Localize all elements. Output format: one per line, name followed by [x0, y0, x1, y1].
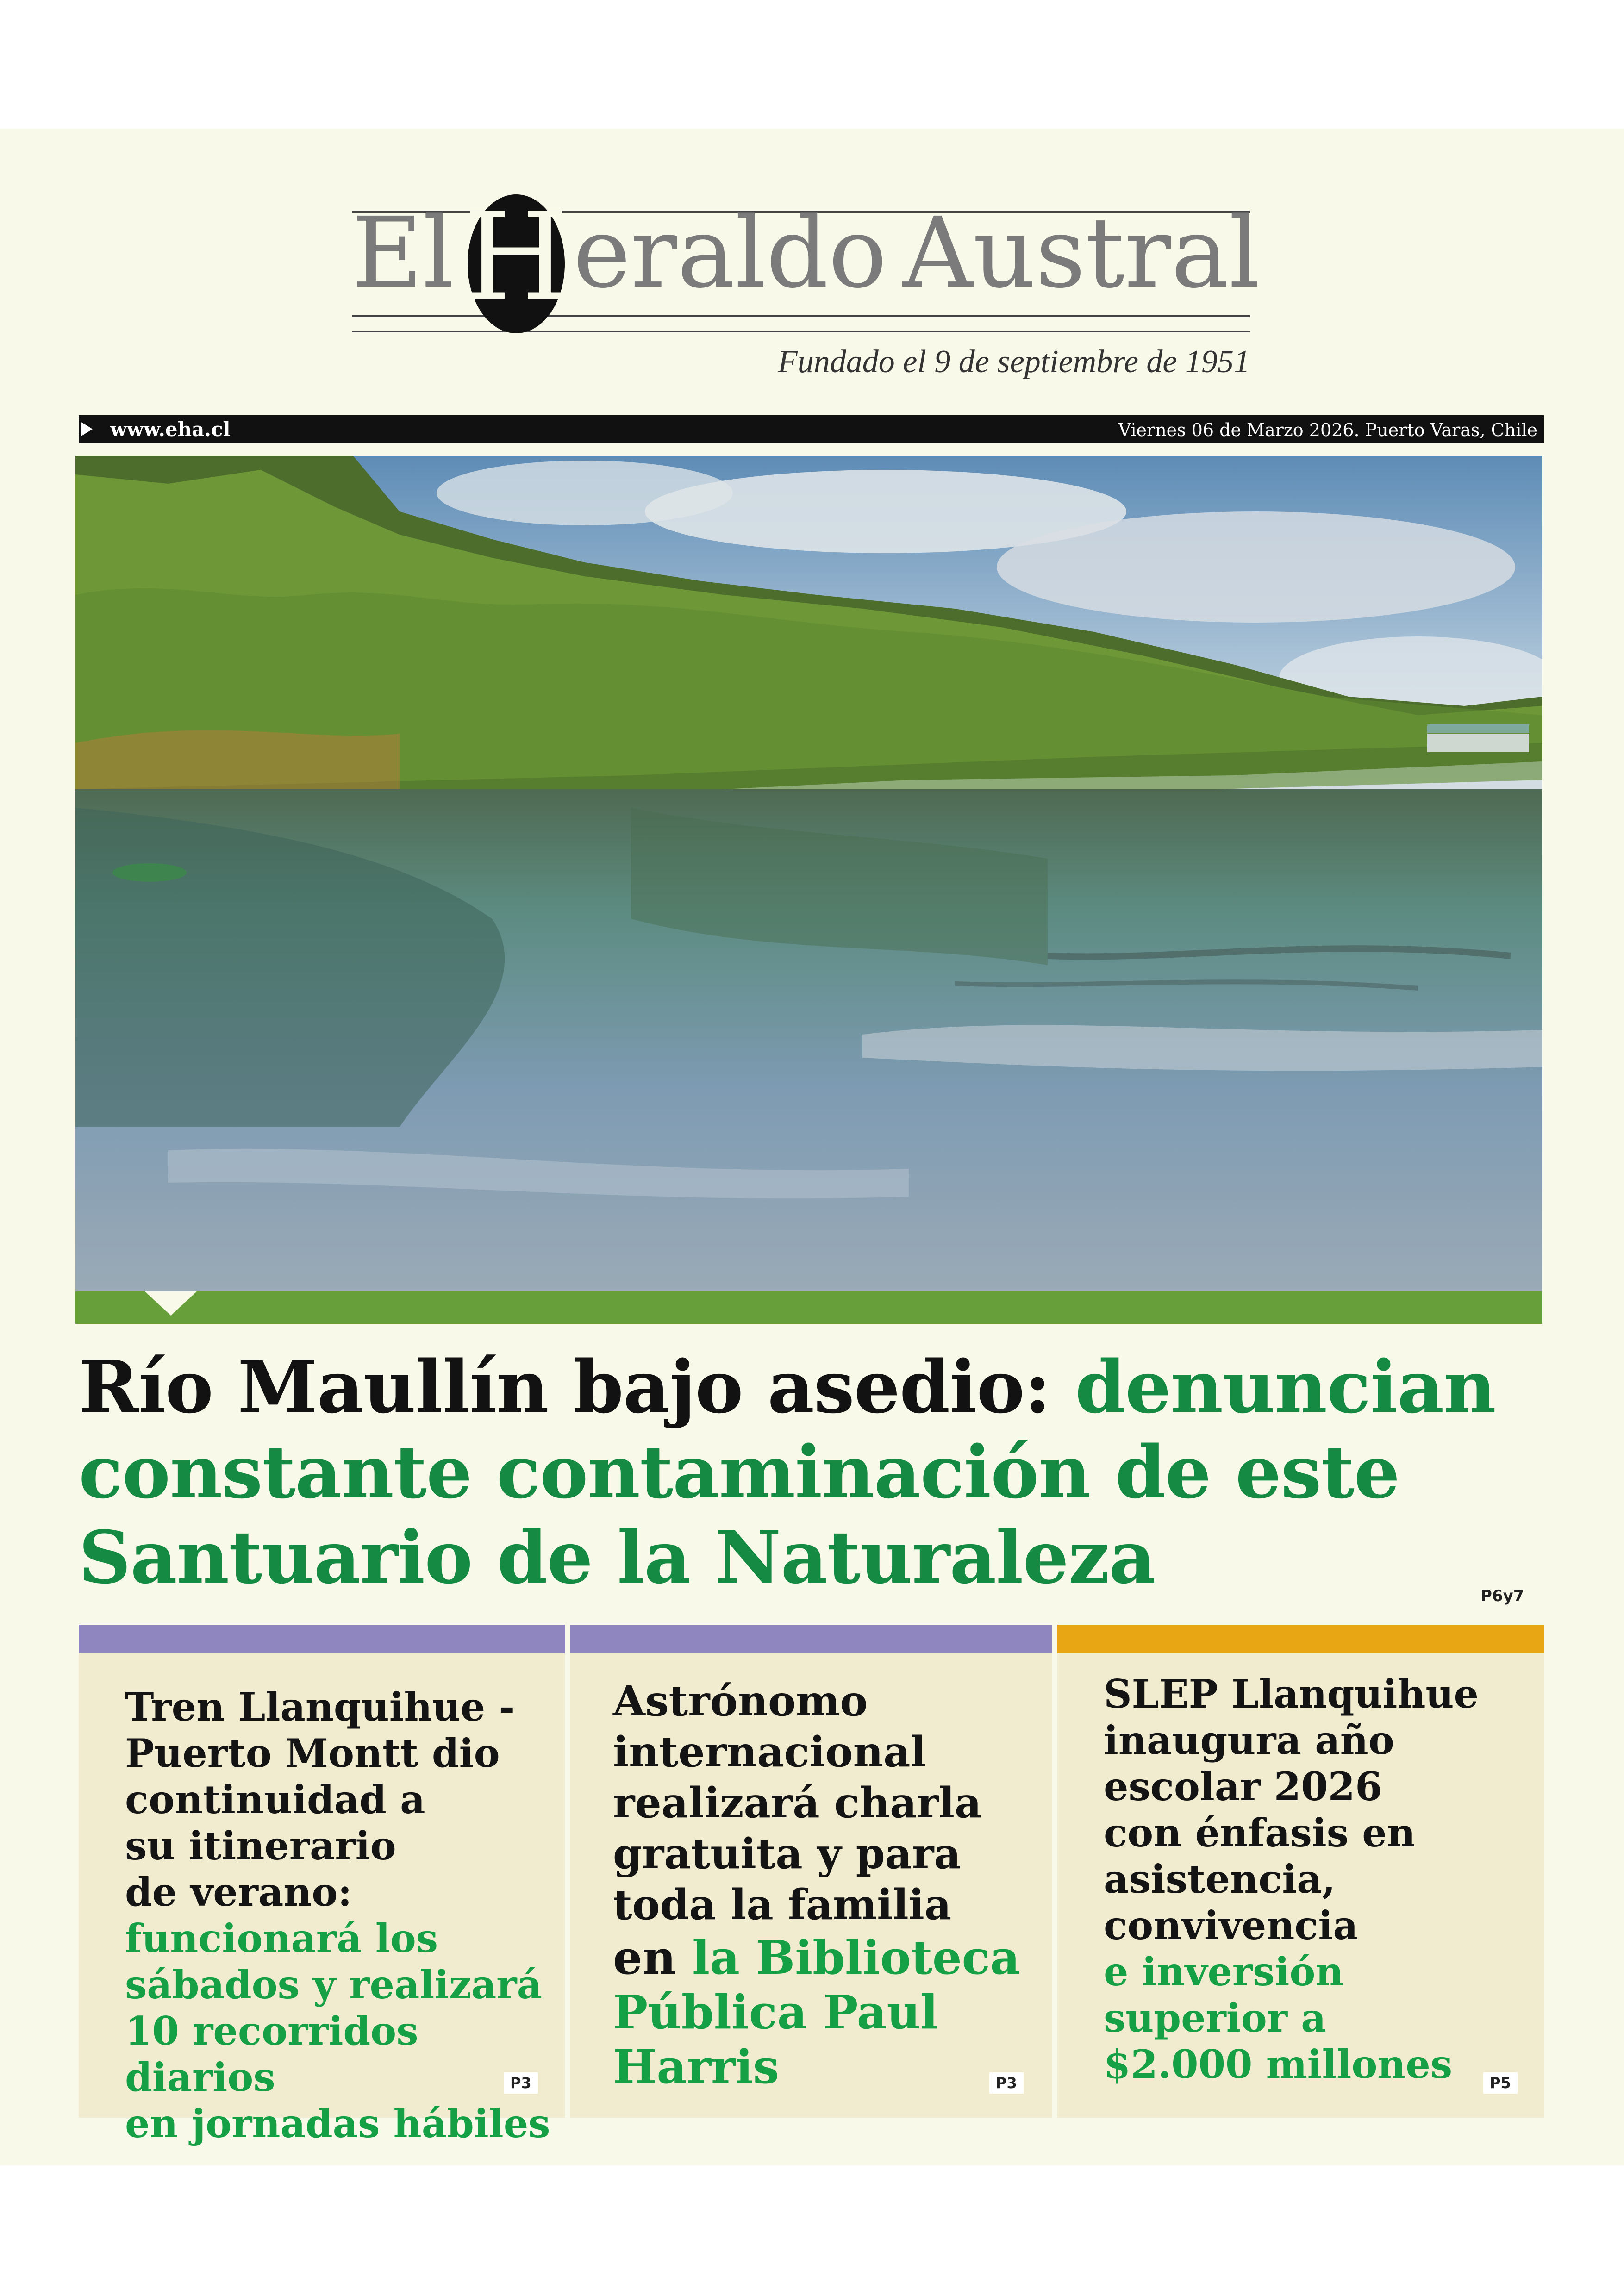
headline-green-1: denuncian [1075, 1345, 1496, 1429]
teaser-3-line: convivencia [1104, 1902, 1358, 1948]
teaser-3-line: con énfasis en [1104, 1810, 1415, 1856]
teaser-1-line: Puerto Montt dio [125, 1730, 500, 1776]
teaser-3-line: asistencia, [1104, 1856, 1336, 1902]
logo-austral: Austral [903, 196, 1260, 310]
headline-dark: Río Maullín bajo asedio: [79, 1345, 1075, 1429]
teaser-1-highlight: funcionará los [125, 1915, 438, 1961]
teaser-3-line: SLEP Llanquihue [1104, 1671, 1479, 1717]
masthead [0, 0, 1624, 441]
teaser-2-mixed-green: la Biblioteca [692, 1930, 1020, 1985]
website-link[interactable]: www.eha.cl [110, 418, 231, 441]
teaser-2-mixed-line [613, 1930, 1043, 1985]
triangle-notch-icon [145, 1291, 197, 1316]
teaser-2-highlight: Pública Paul [613, 1985, 938, 2039]
logo-h-letter: H [463, 187, 569, 327]
headline-accent-bar [75, 1291, 1542, 1324]
teaser-1-line: su itinerario [125, 1823, 396, 1869]
teaser-1-highlight: sábados y realizará [125, 1962, 542, 2008]
logo-eraldo: eraldo [573, 196, 887, 310]
teaser-stripe-2 [570, 1625, 1052, 1653]
river-photo-illustration [75, 456, 1542, 1291]
teaser-1-page-ref: P3 [504, 2072, 538, 2094]
teaser-2-mixed-dark: en [613, 1930, 693, 1985]
info-bar [79, 415, 1544, 443]
teaser-1-line: Tren Llanquihue - [125, 1684, 515, 1730]
teaser-1-highlight: 10 recorridos diarios [125, 2008, 418, 2100]
logo-el: El [352, 196, 454, 310]
teaser-2-highlight: Harris [613, 2039, 779, 2094]
headline-green-2: constante contaminación de este [79, 1430, 1399, 1515]
main-page-ref: P6y7 [1480, 1587, 1524, 1605]
teaser-stripe-3 [1057, 1625, 1544, 1653]
teaser-box-3[interactable] [1057, 1625, 1544, 2118]
teaser-3-line: escolar 2026 [1104, 1764, 1382, 1809]
teaser-3-highlight: $2.000 millones [1104, 2041, 1453, 2087]
teaser-3-highlight: e inversión [1104, 1949, 1344, 1995]
teaser-2-line: realizará charla [613, 1778, 982, 1827]
teaser-2-page-ref: P3 [989, 2072, 1024, 2094]
teaser-2-line: gratuita y para [613, 1829, 961, 1878]
main-headline[interactable] [79, 1345, 1523, 1600]
tagline: Fundado el 9 de septiembre de 1951 [778, 344, 1250, 380]
teaser-3-highlight: superior a [1104, 1995, 1326, 2041]
teaser-box-2[interactable] [570, 1625, 1052, 2118]
logo-h-emblem [463, 187, 569, 333]
teaser-2-line: Astrónomo [613, 1677, 868, 1726]
main-photo [75, 456, 1542, 1291]
newspaper-logo [352, 187, 1260, 333]
teaser-1-highlight: en jornadas hábiles [125, 2101, 550, 2146]
headline-green-3: Santuario de la Naturaleza [79, 1515, 1156, 1600]
teaser-3-page-ref: P5 [1483, 2072, 1518, 2094]
headline-line-1 [79, 1345, 1523, 1430]
teaser-text-3 [1104, 1671, 1534, 2088]
teaser-1-line: continuidad a [125, 1777, 425, 1822]
teaser-box-1[interactable] [79, 1625, 565, 2146]
teaser-1-line: de verano: [125, 1869, 352, 1915]
teaser-3-line: inaugura año [1104, 1717, 1394, 1763]
teaser-stripe-1 [79, 1625, 565, 1653]
date-location: Viernes 06 de Marzo 2026. Puerto Varas, Chile [1118, 420, 1537, 440]
teaser-2-line: toda la familia [613, 1880, 952, 1929]
teaser-text-2 [613, 1676, 1043, 2094]
arrow-right-icon [81, 422, 93, 437]
teaser-text-1 [125, 1684, 551, 2147]
teaser-2-line: internacional [613, 1727, 926, 1777]
